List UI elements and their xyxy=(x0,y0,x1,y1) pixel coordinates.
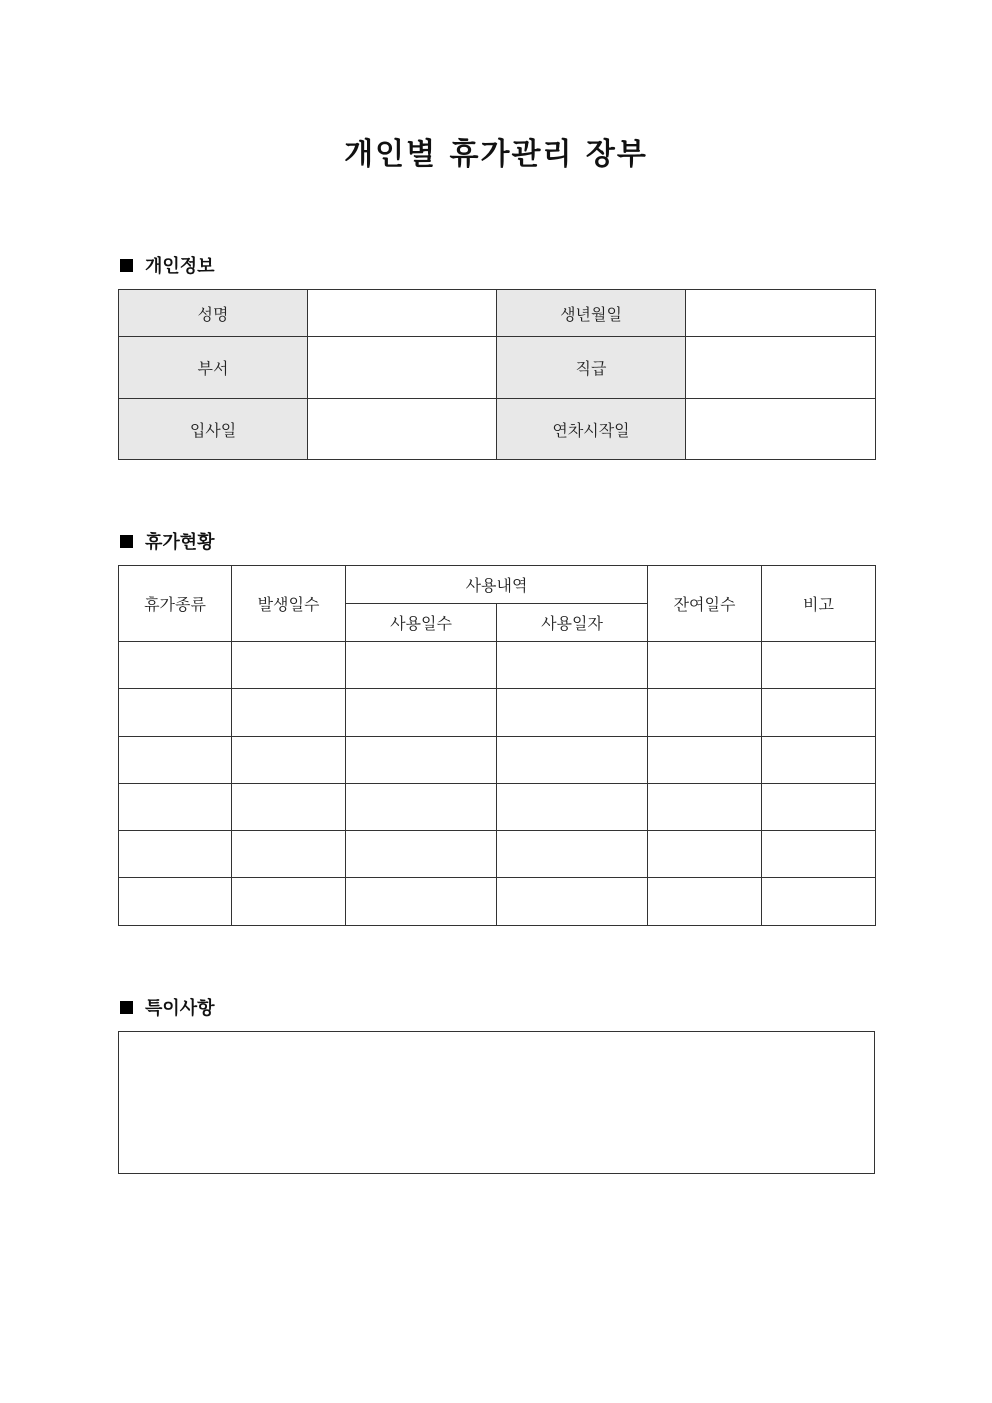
leave-type-cell[interactable] xyxy=(119,784,232,831)
leave-status-table xyxy=(118,565,876,926)
used-dates-cell[interactable] xyxy=(497,784,648,831)
section-heading-personal-info xyxy=(120,253,215,277)
remarks-textarea[interactable] xyxy=(118,1031,875,1174)
square-bullet-icon xyxy=(120,535,133,548)
department-field[interactable] xyxy=(308,337,497,399)
section-heading-label: 개인정보 xyxy=(145,256,215,277)
used-dates-cell[interactable] xyxy=(497,642,648,689)
leave-type-cell[interactable] xyxy=(119,689,232,737)
note-cell[interactable] xyxy=(762,784,876,831)
square-bullet-icon xyxy=(120,259,133,272)
header-note: 비고 xyxy=(762,566,876,642)
used-dates-cell[interactable] xyxy=(497,878,648,926)
table-header-row xyxy=(119,566,876,604)
table-row xyxy=(119,831,876,878)
leave-type-cell[interactable] xyxy=(119,878,232,926)
table-row xyxy=(119,399,876,460)
remaining-days-cell[interactable] xyxy=(648,737,762,784)
note-cell[interactable] xyxy=(762,642,876,689)
table-row xyxy=(119,784,876,831)
document-title: 개인별 휴가관리 장부 xyxy=(344,137,648,172)
personal-info-table xyxy=(118,289,876,460)
square-bullet-icon xyxy=(120,1001,133,1014)
leave-type-cell[interactable] xyxy=(119,642,232,689)
remaining-days-cell[interactable] xyxy=(648,689,762,737)
table-row xyxy=(119,737,876,784)
section-heading-label: 특이사항 xyxy=(145,998,215,1019)
remaining-days-cell[interactable] xyxy=(648,831,762,878)
table-row xyxy=(119,337,876,399)
table-row xyxy=(119,689,876,737)
granted-days-cell[interactable] xyxy=(232,642,346,689)
remaining-days-cell[interactable] xyxy=(648,878,762,926)
used-days-cell[interactable] xyxy=(346,831,497,878)
label-annual-leave-start: 연차시작일 xyxy=(497,399,686,460)
leave-type-cell[interactable] xyxy=(119,737,232,784)
used-days-cell[interactable] xyxy=(346,784,497,831)
granted-days-cell[interactable] xyxy=(232,737,346,784)
used-dates-cell[interactable] xyxy=(497,831,648,878)
used-dates-cell[interactable] xyxy=(497,737,648,784)
used-days-cell[interactable] xyxy=(346,642,497,689)
label-name: 성명 xyxy=(119,290,308,337)
granted-days-cell[interactable] xyxy=(232,784,346,831)
granted-days-cell[interactable] xyxy=(232,878,346,926)
header-used-days: 사용일수 xyxy=(346,604,497,642)
name-field[interactable] xyxy=(308,290,497,337)
leave-type-cell[interactable] xyxy=(119,831,232,878)
label-birthdate: 생년월일 xyxy=(497,290,686,337)
granted-days-cell[interactable] xyxy=(232,831,346,878)
hire-date-field[interactable] xyxy=(308,399,497,460)
table-row xyxy=(119,290,876,337)
annual-leave-start-field[interactable] xyxy=(686,399,876,460)
granted-days-cell[interactable] xyxy=(232,689,346,737)
note-cell[interactable] xyxy=(762,737,876,784)
label-hire-date: 입사일 xyxy=(119,399,308,460)
note-cell[interactable] xyxy=(762,689,876,737)
header-used-dates: 사용일자 xyxy=(497,604,648,642)
used-days-cell[interactable] xyxy=(346,878,497,926)
remaining-days-cell[interactable] xyxy=(648,784,762,831)
section-heading-remarks xyxy=(120,995,215,1019)
table-row xyxy=(119,878,876,926)
table-row xyxy=(119,642,876,689)
remaining-days-cell[interactable] xyxy=(648,642,762,689)
section-heading-leave-status xyxy=(120,529,215,553)
header-usage-details: 사용내역 xyxy=(346,566,648,604)
header-leave-type: 휴가종류 xyxy=(119,566,232,642)
label-department: 부서 xyxy=(119,337,308,399)
note-cell[interactable] xyxy=(762,878,876,926)
position-field[interactable] xyxy=(686,337,876,399)
used-days-cell[interactable] xyxy=(346,737,497,784)
section-heading-label: 휴가현황 xyxy=(145,532,215,553)
header-granted-days: 발생일수 xyxy=(232,566,346,642)
used-dates-cell[interactable] xyxy=(497,689,648,737)
header-remaining-days: 잔여일수 xyxy=(648,566,762,642)
label-position: 직급 xyxy=(497,337,686,399)
used-days-cell[interactable] xyxy=(346,689,497,737)
note-cell[interactable] xyxy=(762,831,876,878)
birthdate-field[interactable] xyxy=(686,290,876,337)
